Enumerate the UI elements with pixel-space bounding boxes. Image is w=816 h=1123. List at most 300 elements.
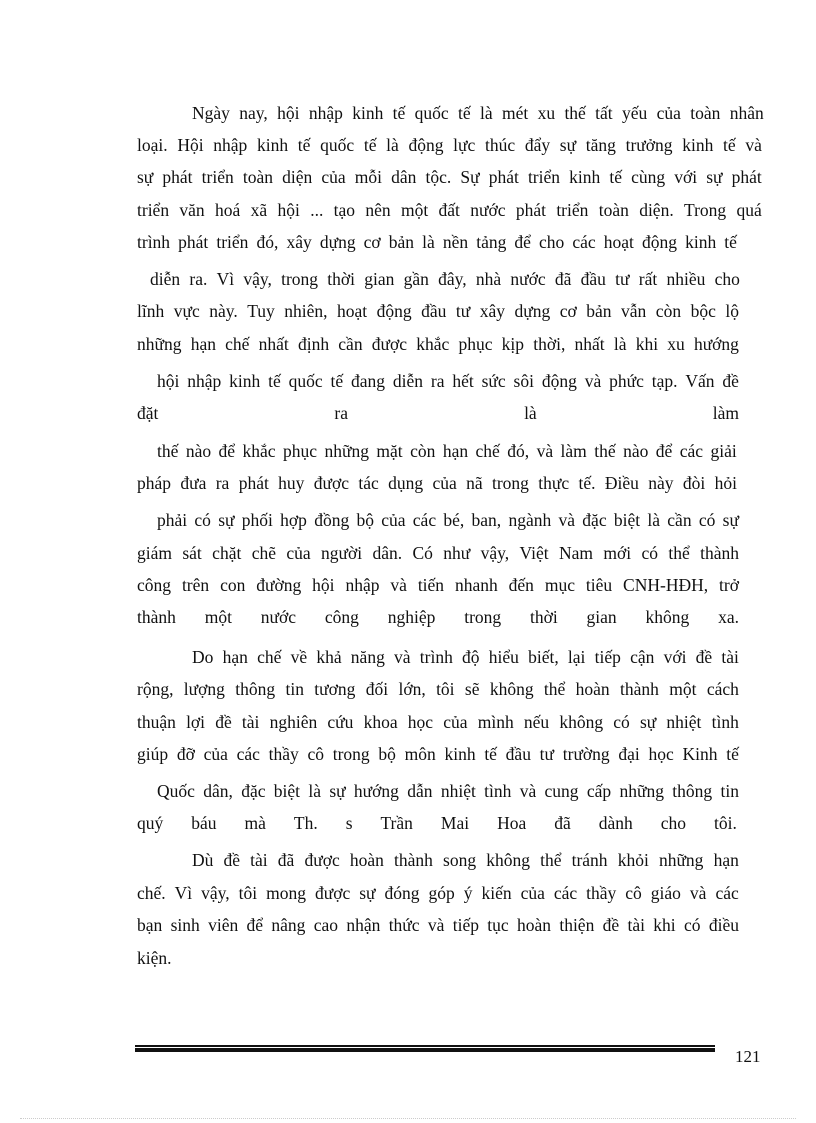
word: thời: [529, 607, 558, 627]
word: Quốc: [157, 781, 195, 801]
word: hướng: [353, 781, 399, 801]
word: đầu: [421, 301, 447, 321]
word: cho: [660, 813, 687, 833]
word: trên: [181, 575, 210, 595]
word: Tuy: [247, 301, 275, 321]
word: nhập: [308, 103, 343, 123]
word: nước: [510, 269, 546, 289]
word: thông: [235, 679, 276, 699]
word: trong: [491, 473, 529, 493]
word: tảng: [476, 232, 507, 252]
word: năng: [350, 647, 385, 667]
word: phát: [178, 232, 209, 252]
word: nghiệp: [387, 607, 436, 627]
word: giám: [137, 543, 172, 563]
word: Vấn: [685, 371, 715, 391]
word: học: [648, 744, 674, 764]
word: cung: [544, 781, 579, 801]
word: tài: [627, 915, 645, 935]
word: còn: [655, 301, 682, 321]
word: huy: [278, 473, 305, 493]
word: triển: [216, 232, 249, 252]
word: thể: [543, 679, 566, 699]
text-line: [137, 300, 739, 322]
word: lợi: [186, 712, 206, 732]
word: nghiên: [269, 712, 318, 732]
word: tế: [268, 371, 281, 391]
word: ngành: [508, 510, 552, 530]
word: ra: [430, 371, 445, 391]
text-line: [137, 882, 739, 904]
word: hoàn: [516, 915, 552, 935]
word: đồng: [314, 510, 350, 530]
word: trình: [419, 647, 453, 667]
word: quá: [736, 200, 762, 220]
word: đang: [351, 371, 386, 391]
word: hợp: [280, 510, 307, 530]
word: tộc.: [425, 167, 452, 187]
word: xây: [286, 232, 312, 252]
word: nhiệt: [440, 781, 476, 801]
word: của: [203, 744, 228, 764]
word: kinh: [229, 371, 261, 391]
word: cùng: [631, 167, 666, 187]
word: thành: [620, 679, 659, 699]
word: nhất: [258, 334, 289, 354]
word: tế: [484, 744, 497, 764]
word: động: [376, 301, 412, 321]
word: và: [558, 510, 576, 530]
word: lượng: [183, 679, 225, 699]
word: công: [137, 575, 172, 595]
word: dựng: [514, 301, 551, 321]
word: cô: [625, 883, 642, 903]
word: dẫn: [407, 781, 433, 801]
word: giúp: [137, 744, 169, 764]
page-edge-divider: [20, 1118, 796, 1119]
word: văn: [179, 200, 205, 220]
word: có: [683, 915, 701, 935]
word: đại: [618, 744, 640, 764]
word: ra.: [189, 269, 208, 289]
word: khi: [653, 915, 676, 935]
word: không: [486, 850, 530, 870]
word: đòi: [682, 473, 706, 493]
text-line: [150, 268, 740, 290]
word: giải: [710, 441, 737, 461]
text-line: [137, 472, 737, 494]
word: tương: [314, 679, 356, 699]
word: và: [427, 915, 445, 935]
word: các: [679, 441, 704, 461]
word: tiếp: [452, 915, 479, 935]
word: lộ: [725, 301, 739, 321]
word: là: [613, 334, 627, 354]
word: tình: [484, 781, 512, 801]
word: nhiều: [666, 269, 706, 289]
word: còn: [410, 441, 436, 461]
word: kinh: [256, 135, 289, 155]
word: xa.: [718, 607, 739, 627]
text-line: [192, 646, 739, 668]
word: sinh: [170, 915, 200, 935]
word: đã: [554, 813, 571, 833]
word: thầy: [268, 744, 299, 764]
word: đặc: [582, 510, 607, 530]
word: một: [204, 607, 232, 627]
word: kinh: [685, 232, 717, 252]
word: người: [321, 543, 363, 563]
text-line: kiện.: [137, 948, 172, 968]
word: và: [394, 647, 411, 667]
word: dân.: [372, 543, 403, 563]
word: không: [489, 679, 534, 699]
word: kiến: [481, 883, 512, 903]
word: quốc: [414, 103, 449, 123]
word: được: [304, 850, 340, 870]
word: bạn: [137, 915, 163, 935]
word: Mai: [440, 813, 470, 833]
word: đó,: [256, 232, 279, 252]
word: cơ: [559, 301, 577, 321]
word: tăng: [585, 135, 616, 155]
word: phục: [283, 441, 318, 461]
word: hướng: [693, 334, 739, 354]
word: thầy: [586, 883, 617, 903]
word: bộ: [356, 510, 374, 530]
word: nào: [623, 441, 649, 461]
word: toàn: [690, 103, 721, 123]
word: cho: [714, 269, 740, 289]
word: chế.: [137, 883, 166, 903]
word: tài: [721, 647, 739, 667]
word: cận: [630, 647, 655, 667]
word: đặt: [137, 403, 159, 423]
word: chế: [475, 441, 500, 461]
word: đất: [438, 200, 460, 220]
word: đường: [256, 575, 302, 595]
word: dân: [391, 167, 417, 187]
word: tế: [726, 744, 739, 764]
word: Hoa: [497, 813, 527, 833]
word: thế: [157, 441, 179, 461]
word: trở: [719, 575, 739, 595]
word: trong: [464, 607, 502, 627]
word: nhập: [213, 135, 248, 155]
word: nay,: [239, 103, 268, 123]
word: dựng: [319, 232, 356, 252]
word: vậy,: [243, 269, 272, 289]
word: Do: [192, 647, 214, 667]
word: khỏi: [617, 850, 649, 870]
word: phát: [488, 167, 519, 187]
word: với: [663, 647, 687, 667]
word: nhận: [346, 915, 381, 935]
text-line: [137, 402, 739, 424]
word: sự: [722, 510, 739, 530]
word: của: [432, 473, 457, 493]
word: tạo: [333, 200, 356, 220]
word: nền: [442, 232, 469, 252]
word: nào: [185, 441, 212, 461]
word: của: [443, 712, 468, 732]
word: tiêu: [585, 575, 613, 595]
word: ra: [334, 403, 349, 423]
word: giáo: [650, 883, 681, 903]
word: đã: [554, 269, 572, 289]
word: triển: [527, 167, 561, 187]
word: các: [553, 883, 578, 903]
word: có: [194, 510, 211, 530]
word: hạn: [442, 441, 469, 461]
word: Vì: [174, 883, 193, 903]
word: thời,: [533, 334, 566, 354]
word: phục: [458, 334, 493, 354]
word: công: [324, 607, 359, 627]
word: với: [674, 167, 698, 187]
word: sát: [182, 543, 202, 563]
word: hoàn: [349, 850, 384, 870]
word: là: [386, 135, 399, 155]
word: hội: [157, 371, 180, 391]
word: và: [519, 781, 537, 801]
text-line: [157, 780, 739, 802]
word: kinh: [352, 103, 384, 123]
text-line: [157, 440, 737, 462]
word: không: [645, 607, 690, 627]
word: nhiên,: [284, 301, 328, 321]
word: tôi.: [714, 813, 737, 833]
word: những: [619, 781, 664, 801]
word: song: [443, 850, 477, 870]
word: làm: [560, 441, 587, 461]
word: quý: [137, 813, 164, 833]
word: biết,: [528, 647, 559, 667]
word: diện: [282, 167, 313, 187]
word: mà: [244, 813, 266, 833]
word: sức: [481, 371, 506, 391]
word: lĩnh: [137, 301, 165, 321]
word: làm: [712, 403, 739, 423]
word: hạn: [222, 647, 248, 667]
word: tất: [595, 103, 613, 123]
word: tình: [711, 712, 739, 732]
word: tư: [615, 269, 630, 289]
word: đến: [508, 575, 534, 595]
word: tục: [487, 915, 509, 935]
word: Điều: [604, 473, 639, 493]
word: động: [408, 135, 444, 155]
word: vực: [173, 301, 200, 321]
word: và: [390, 575, 407, 595]
word: Có: [412, 543, 433, 563]
word: tài: [250, 850, 268, 870]
word: diễn: [150, 269, 181, 289]
word: cứu: [327, 712, 354, 732]
word: Sự: [460, 167, 480, 187]
word: s: [345, 813, 353, 833]
word: đây,: [438, 269, 467, 289]
word: bộ: [378, 744, 396, 764]
word: đóng: [384, 883, 420, 903]
word: ban,: [471, 510, 502, 530]
word: hạn: [713, 850, 739, 870]
word: gian: [364, 269, 395, 289]
word: sự: [706, 167, 723, 187]
word: trưởng: [625, 135, 673, 155]
word: Việt: [519, 543, 549, 563]
word: Nam: [558, 543, 593, 563]
text-line: [137, 199, 762, 221]
word: tế: [363, 135, 377, 155]
word: tế: [392, 103, 406, 123]
word: quốc: [288, 371, 323, 391]
word: khắc: [242, 441, 276, 461]
word: biệt: [613, 510, 641, 530]
word: hội: [277, 200, 300, 220]
word: không: [559, 712, 604, 732]
word: triển: [556, 200, 589, 220]
text-line: [157, 370, 739, 392]
word: và: [536, 441, 554, 461]
word: mét: [502, 103, 529, 123]
text-line: [137, 812, 737, 834]
word: triển: [137, 200, 170, 220]
word: Trong: [684, 200, 727, 220]
word: để: [655, 441, 673, 461]
word: tài: [241, 712, 260, 732]
word: định: [297, 334, 330, 354]
word: như: [443, 543, 471, 563]
word: tế.: [578, 473, 596, 493]
word: vẫn: [621, 301, 647, 321]
word: tránh: [571, 850, 608, 870]
word: Trần: [380, 813, 413, 833]
word: có: [641, 543, 658, 563]
word: tư: [539, 744, 555, 764]
word: sự: [559, 135, 577, 155]
word: thuận: [137, 712, 176, 732]
word: tin: [285, 679, 304, 699]
word: nên: [365, 200, 391, 220]
word: hoàn: [575, 679, 610, 699]
word: dành: [598, 813, 633, 833]
text-line: [192, 849, 739, 871]
word: hiểu: [488, 647, 519, 667]
word: báu: [191, 813, 217, 833]
word: sự: [329, 781, 346, 801]
word: độ: [462, 647, 480, 667]
text-line: [137, 678, 739, 700]
word: rất: [638, 269, 658, 289]
word: và: [745, 135, 762, 155]
word: khoa: [363, 712, 398, 732]
word: tạp.: [651, 371, 678, 391]
word: thiện: [559, 915, 595, 935]
word: tế: [458, 103, 471, 123]
word: nhân: [729, 103, 764, 123]
word: nếu: [523, 712, 550, 732]
word: diện.: [639, 200, 674, 220]
word: là: [308, 781, 321, 801]
word: xây: [479, 301, 506, 321]
word: vậy,: [480, 543, 510, 563]
word: hội: [312, 575, 335, 595]
word: nhập: [345, 575, 380, 595]
word: biệt: [273, 781, 301, 801]
word: gian: [586, 607, 617, 627]
word: đề: [215, 712, 232, 732]
word: chế: [225, 334, 250, 354]
word: tế: [330, 371, 344, 391]
word: thông: [672, 781, 713, 801]
word: con: [220, 575, 246, 595]
word: những: [658, 850, 704, 870]
word: động: [642, 232, 677, 252]
word: triển: [201, 167, 234, 187]
word: xu: [667, 334, 685, 354]
word: Dù: [192, 850, 214, 870]
word: thức: [388, 915, 420, 935]
word: gần: [403, 269, 429, 289]
word: của: [656, 103, 681, 123]
word: khả: [316, 647, 342, 667]
word: trình: [137, 232, 171, 252]
word: tiến: [417, 575, 445, 595]
word: đó,: [507, 441, 530, 461]
text-line: [137, 743, 739, 765]
text-line: [137, 711, 739, 733]
word: rộng,: [137, 679, 174, 699]
word: phối: [241, 510, 273, 530]
word: sự: [218, 510, 235, 530]
word: cần: [667, 510, 692, 530]
text-line: [137, 606, 739, 628]
word: những: [137, 334, 182, 354]
word: hoạt: [603, 232, 634, 252]
text-line: [137, 574, 739, 596]
word: pháp: [137, 473, 172, 493]
word: thành: [700, 543, 739, 563]
word: thành: [137, 607, 176, 627]
word: thành: [394, 850, 433, 870]
word: lớn,: [398, 679, 426, 699]
word: những: [324, 441, 369, 461]
word: các: [715, 883, 739, 903]
word: mỗi: [354, 167, 382, 187]
word: phát: [515, 200, 546, 220]
word: kịp: [501, 334, 525, 354]
word: là: [524, 403, 537, 423]
word: này.: [209, 301, 238, 321]
word: tin: [720, 781, 739, 801]
word: phải: [157, 510, 188, 530]
word: lại: [567, 647, 586, 667]
word: sự: [359, 883, 376, 903]
word: tế: [724, 232, 737, 252]
word: Vì: [216, 269, 235, 289]
word: bản: [388, 232, 415, 252]
word: đỡ: [176, 744, 195, 764]
word: trường: [562, 744, 610, 764]
word: diễn: [392, 371, 424, 391]
word: các: [572, 232, 596, 252]
word: xã: [250, 200, 268, 220]
word: cần: [338, 334, 363, 354]
word: trong: [281, 269, 319, 289]
word: cơ: [363, 232, 381, 252]
word: đối: [365, 679, 389, 699]
